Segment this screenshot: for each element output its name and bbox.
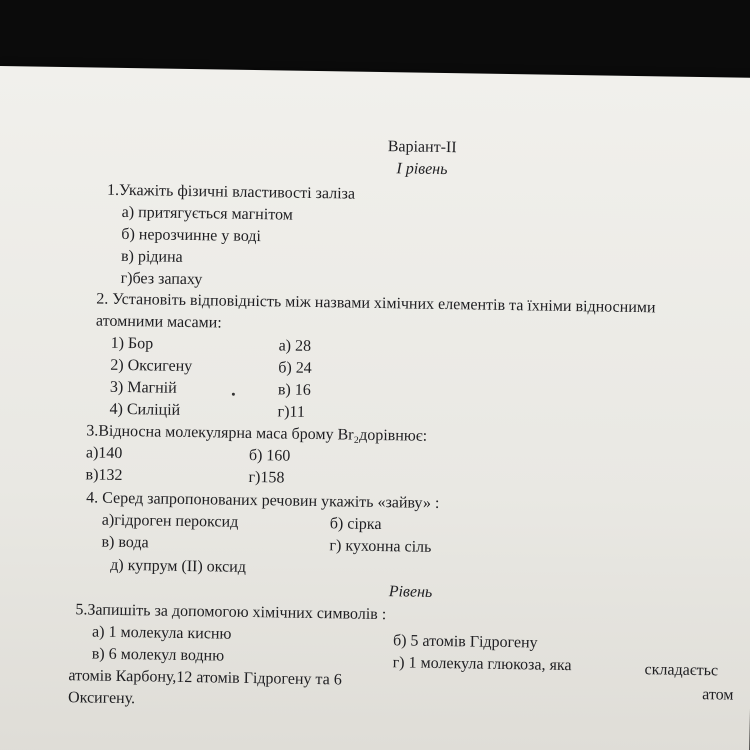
q5-option-d-continued: складаєтьс: [644, 661, 719, 680]
q2-right-b: б) 24: [278, 359, 312, 377]
q1-option-a: а) притягується магнітом: [121, 203, 293, 224]
q2-right-a: а) 28: [278, 337, 312, 355]
ink-dot: [232, 393, 235, 396]
question-2-line-2: атомними масами:: [95, 312, 222, 332]
question-5: 5.Запишіть за допомогою хімічних символів :: [75, 601, 387, 624]
q2-right-d: г)11: [277, 403, 306, 421]
q4-option-b: б) сірка: [329, 515, 382, 534]
q1-option-b: б) нерозчинне у воді: [121, 225, 262, 246]
q5-text-line-4: Оксигену.: [67, 689, 136, 708]
variant-title: Варіант-II: [387, 138, 457, 157]
q3-option-c: в)132: [85, 466, 123, 484]
q5-option-a: а) 1 молекула кисню: [91, 623, 232, 643]
q5-text-line-3-right: атом: [702, 686, 734, 704]
question-1: 1.Укажіть фізичні властивості заліза: [106, 181, 356, 203]
q1-option-c: в) рідина: [120, 247, 183, 266]
q2-left-2: 2) Оксигену: [110, 356, 193, 376]
q4-option-e: д) купрум (II) оксид: [110, 556, 247, 576]
question-2-line-1: 2. Установіть відповідність між назвами хімічних елементів та їхніми відносними: [96, 290, 656, 317]
question-4: 4. Серед запропонованих речовин укажіть «зайву» :: [86, 489, 440, 512]
q5-text-line-3: атомів Карбону,12 атомів Гідрогену та 6: [68, 667, 342, 689]
question-3: 3.Відносна молекулярна маса брому Br₂дорівнює:: [86, 422, 428, 445]
worksheet-page: [0, 66, 750, 750]
q5-option-c: в) 6 молекул водню: [91, 645, 225, 665]
q3-option-d: г)158: [248, 468, 285, 487]
q4-option-c: в) вода: [101, 533, 149, 552]
q4-option-d: г) кухонна сіль: [329, 537, 432, 556]
q5-option-b: б) 5 атомів Гідрогену: [392, 632, 538, 652]
q4-option-a: а)гідроген пероксид: [101, 511, 239, 531]
q3-option-b: б) 160: [248, 446, 291, 465]
q2-left-4: 4) Силіцій: [109, 400, 181, 419]
q2-left-3: 3) Магній: [109, 378, 177, 397]
q2-right-c: в) 16: [277, 381, 311, 399]
q2-left-1: 1) Бор: [110, 334, 154, 353]
q3-option-a: а)140: [85, 444, 123, 462]
level-two-title: Рівень: [388, 583, 433, 601]
q1-option-d: г)без запаху: [120, 269, 203, 289]
q5-option-d: г) 1 молекула глюкоза, яка: [392, 654, 572, 675]
level-one-title: I рівень: [396, 160, 448, 179]
